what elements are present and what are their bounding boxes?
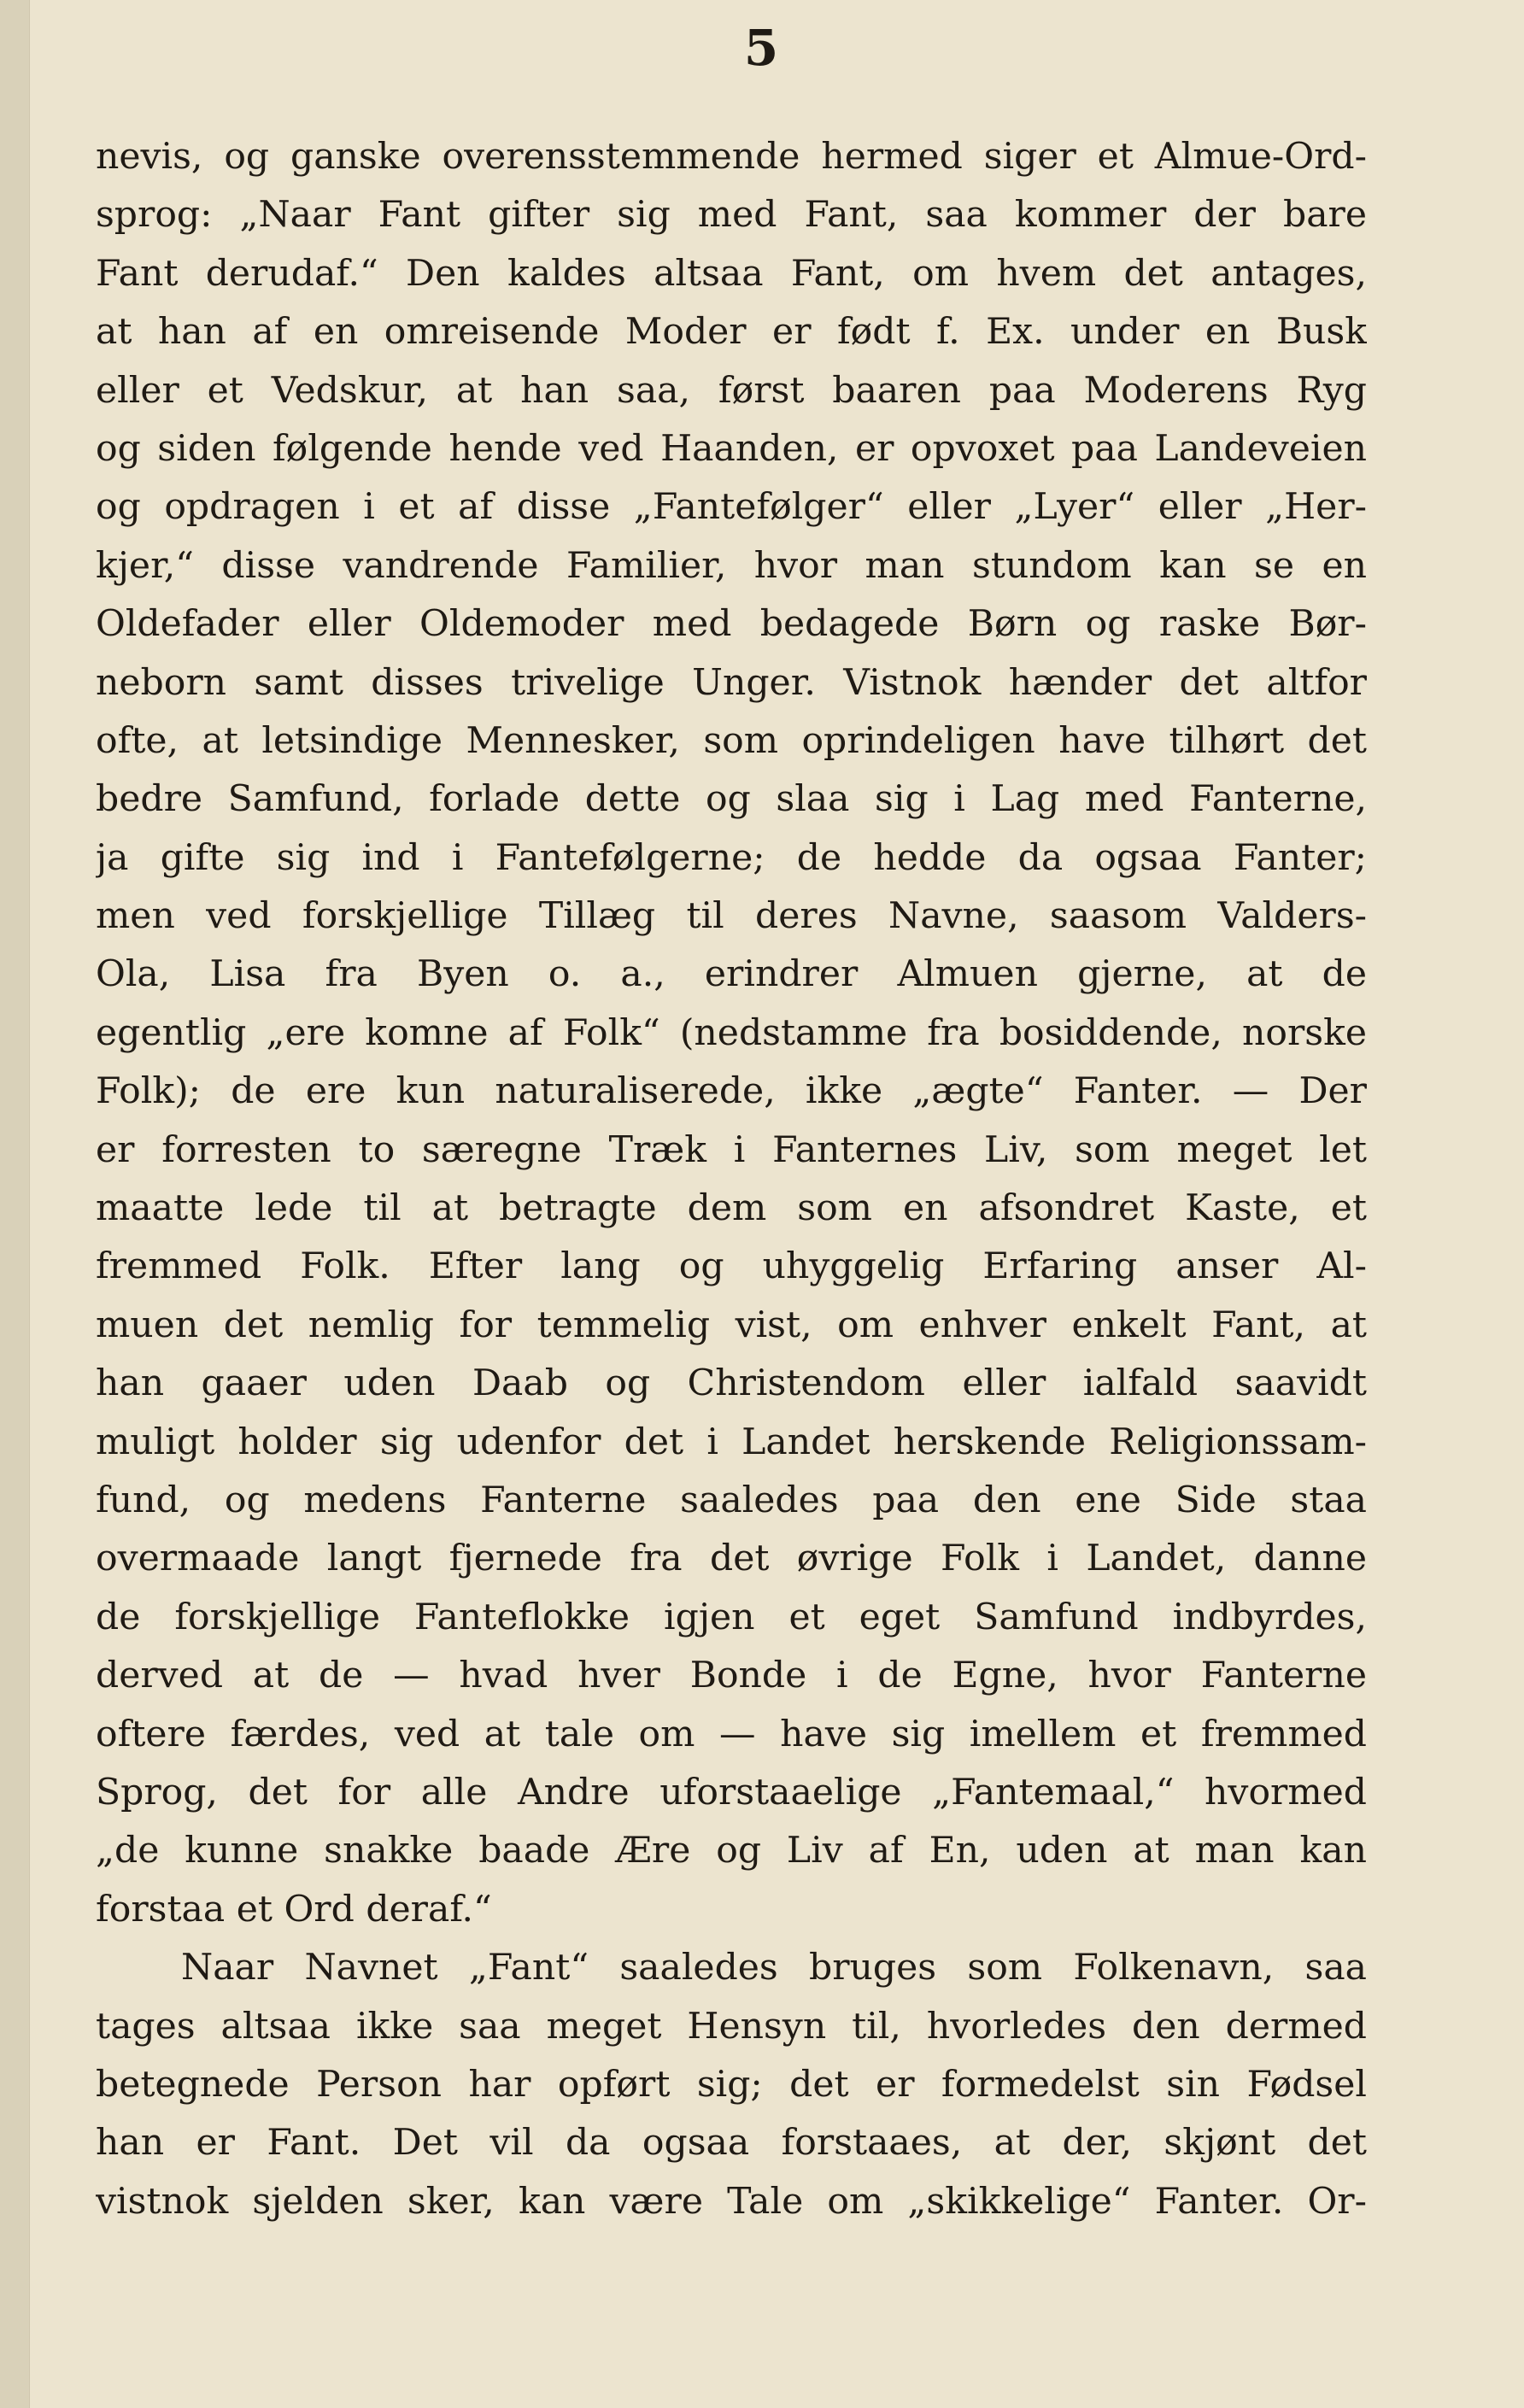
- page-number: 5: [743, 19, 781, 77]
- text-line: Oldefader eller Oldemoder med bedagede Børn og raske Bør-: [96, 603, 1367, 646]
- text-line: fund, og medens Fanterne saaledes paa den ene Side staa: [96, 1479, 1367, 1521]
- text-line: ofte, at letsindige Mennesker, som oprindeligen have tilhørt det: [96, 719, 1367, 762]
- text-line: fremmed Folk. Efter lang og uhyggelig Erfaring anser Al-: [96, 1245, 1367, 1288]
- text-line: Folk); de ere kun naturaliserede, ikke „ægte“ Fanter. — Der: [96, 1070, 1367, 1113]
- text-line: muligt holder sig udenfor det i Landet herskende Religionssam-: [96, 1421, 1367, 1463]
- text-line: men ved forskjellige Tillæg til deres Navne, saasom Valders-: [96, 895, 1367, 938]
- text-line: at han af en omreisende Moder er født f. Ex. under en Busk: [96, 311, 1367, 354]
- text-line: sprog: „Naar Fant gifter sig med Fant, saa kommer der bare: [96, 194, 1367, 237]
- text-line: og opdragen i et af disse „Fantefølger“ eller „Lyer“ eller „Her-: [96, 486, 1367, 529]
- text-line: Fant derudaf.“ Den kaldes altsaa Fant, om hvem det antages,: [96, 252, 1367, 295]
- text-line: Sprog, det for alle Andre uforstaaelige „Fantemaal,“ hvormed: [96, 1771, 1367, 1813]
- text-line: maatte lede til at betragte dem som en afsondret Kaste, et: [96, 1187, 1367, 1230]
- text-line: egentlig „ere komne af Folk“ (nedstamme fra bosiddende, norske: [96, 1011, 1367, 1054]
- text-line: kjer,“ disse vandrende Familier, hvor man stundom kan se en: [96, 544, 1367, 587]
- text-line: nevis, og ganske overensstemmende hermed siger et Almue-Ord-: [96, 136, 1367, 178]
- text-line: Ola, Lisa fra Byen o. a., erindrer Almuen gjerne, at de: [96, 953, 1367, 996]
- text-line: han gaaer uden Daab og Christendom eller ialfald saavidt: [96, 1362, 1367, 1405]
- text-line: betegnede Person har opført sig; det er formedelst sin Fødsel: [96, 2063, 1367, 2106]
- text-line: neborn samt disses trivelige Unger. Vistnok hænder det altfor: [96, 661, 1367, 704]
- text-line: overmaade langt fjernede fra det øvrige Folk i Landet, danne: [96, 1538, 1367, 1580]
- text-line: forstaa et Ord deraf.“: [96, 1888, 492, 1931]
- text-line: „de kunne snakke baade Ære og Liv af En, uden at man kan: [96, 1830, 1367, 1872]
- text-line: og siden følgende hende ved Haanden, er opvoxet paa Landeveien: [96, 427, 1367, 470]
- text-line: de forskjellige Fanteflokke igjen et eget Samfund indbyrdes,: [96, 1596, 1367, 1638]
- text-line: tages altsaa ikke saa meget Hensyn til, hvorledes den dermed: [96, 2005, 1367, 2048]
- page-gutter-edge: [0, 0, 30, 2408]
- text-line: ja gifte sig ind i Fantefølgerne; de hedde da ogsaa Fanter;: [96, 836, 1367, 879]
- text-line: vistnok sjelden sker, kan være Tale om „skikkelige“ Fanter. Or-: [96, 2180, 1367, 2223]
- text-line: han er Fant. Det vil da ogsaa forstaaes, at der, skjønt det: [96, 2122, 1367, 2165]
- body-text: [96, 128, 1367, 2231]
- text-line: oftere færdes, ved at tale om — have sig imellem et fremmed: [96, 1713, 1367, 1755]
- text-line: Naar Navnet „Fant“ saaledes bruges som Folkenavn, saa: [181, 1947, 1367, 1989]
- text-line: derved at de — hvad hver Bonde i de Egne, hvor Fanterne: [96, 1655, 1367, 1697]
- text-line: eller et Vedskur, at han saa, først baaren paa Moderens Ryg: [96, 369, 1367, 412]
- text-line: bedre Samfund, forlade dette og slaa sig i Lag med Fanterne,: [96, 778, 1367, 821]
- text-line: muen det nemlig for temmelig vist, om enhver enkelt Fant, at: [96, 1304, 1367, 1346]
- text-line: er forresten to særegne Træk i Fanternes Liv, som meget let: [96, 1128, 1367, 1171]
